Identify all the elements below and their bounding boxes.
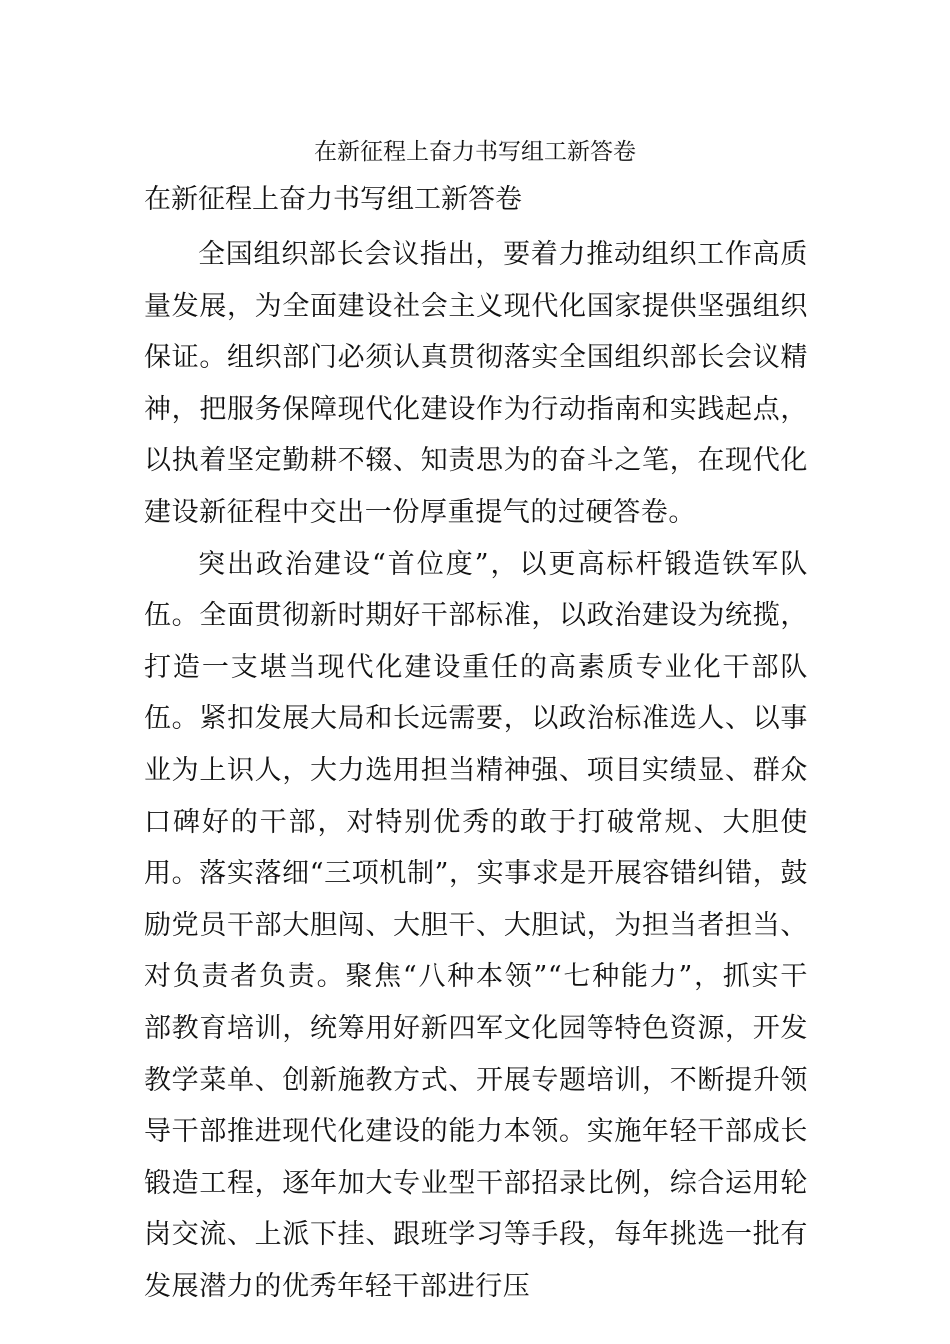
document-body xyxy=(144,179,808,1312)
paragraph: 突出政治建设“首位度”，以更高标杆锻造铁军队伍。全面贯彻新时期好干部标准，以政治建设为统揽，打造一支堪当现代化建设重任的高素质专业化干部队伍。紧扣发展大局和长远需要，以政治标准选人、以事业为上识人，大力选用担当精神强、项目实绩显、群众口碑好的干部，对特别优秀的敢于打破常规、大胆使用。落实落细“三项机制”，实事求是开展容错纠错，鼓励党员干部大胆闯、大胆干、大胆试，为担当者担当、对负责者负责。聚焦“八种本领”“七种能力”，抓实干部教育培训，统筹用好新四军文化园等特色资源，开发教学菜单、创新施教方式、开展专题培训，不断提升领导干部推进现代化建设的能力本领。实施年轻干部成长锻造工程，逐年加大专业型干部招录比例，综合运用轮岗交流、上派下挂、跟班学习等手段，每年挑选一批有发展潜力的优秀年轻干部进行压 xyxy=(144,548,808,1302)
paragraph: 全国组织部长会议指出，要着力推动组织工作高质量发展，为全面建设社会主义现代化国家提供坚强组织保证。组织部门必须认真贯彻落实全国组织部长会议精神，把服务保障现代化建设作为行动指南和实践起点，以执着坚定勤耕不辍、知责思为的奋斗之笔，在现代化建设新征程中交出一份厚重提气的过硬答卷。 xyxy=(144,239,808,528)
document-subtitle: 在新征程上奋力书写组工新答卷 xyxy=(144,184,522,215)
document-title: 在新征程上奋力书写组工新答卷 xyxy=(314,139,636,165)
